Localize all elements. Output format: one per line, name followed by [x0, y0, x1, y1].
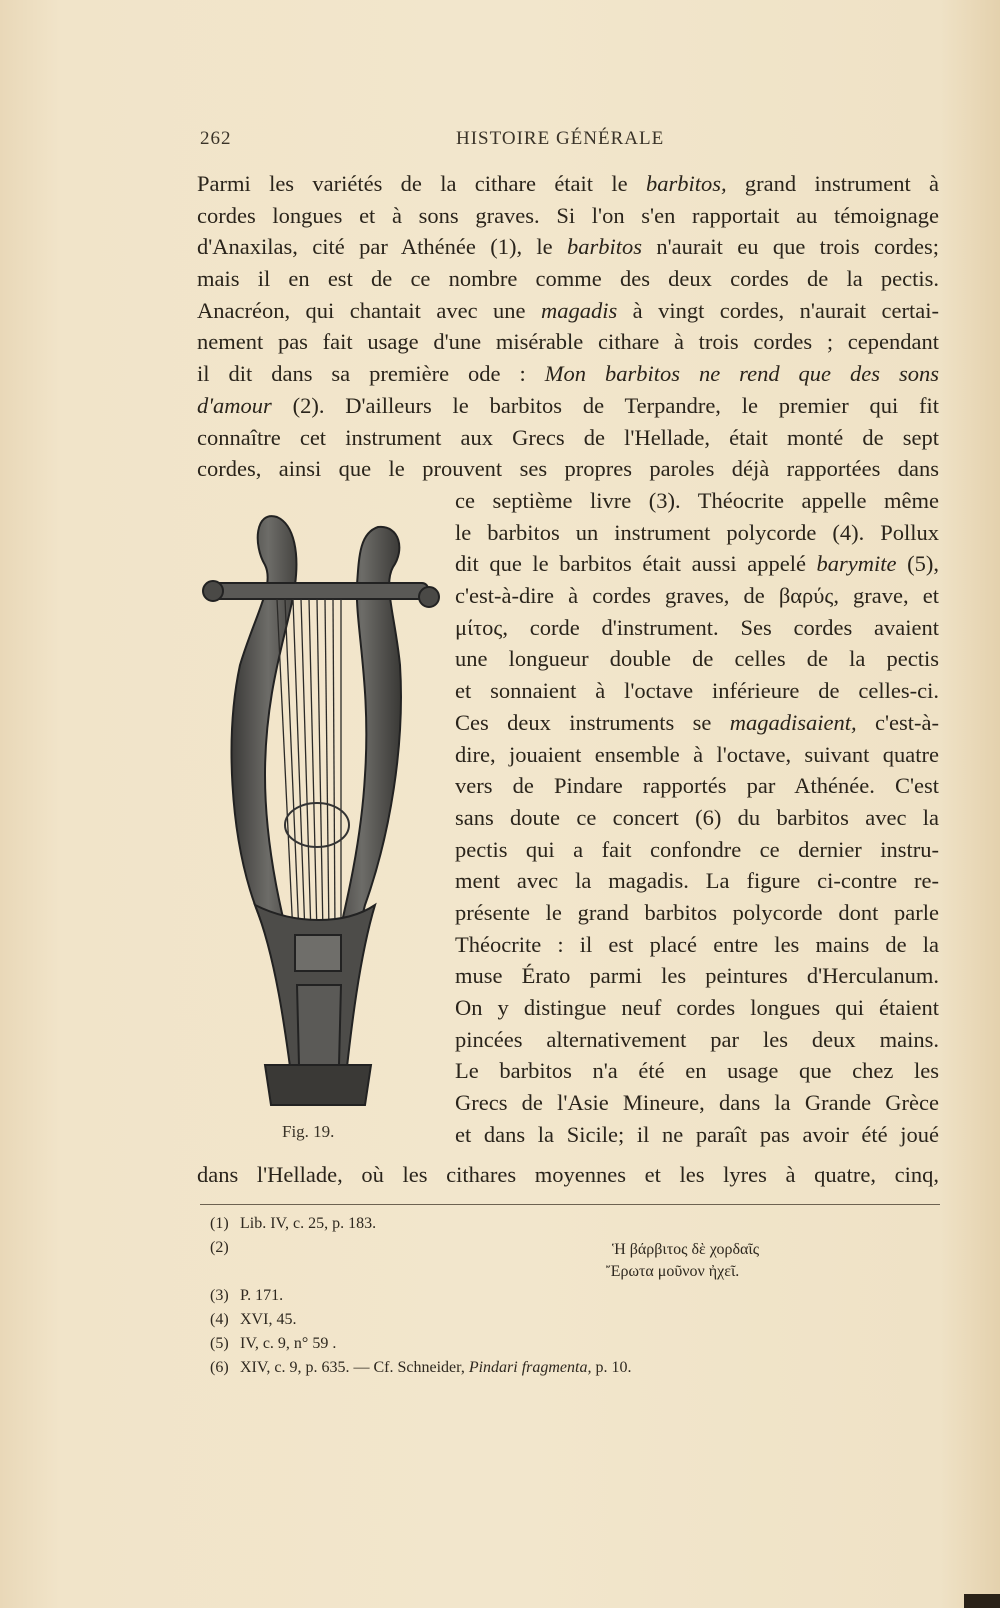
text-line: dire, jouaient ensemble à l'octave, suivant quatre: [455, 741, 939, 767]
text-line: muse Érato parmi les peintures d'Herculanum.: [455, 963, 939, 989]
body-text-column: [455, 485, 939, 1150]
figure-caption: Fig. 19.: [282, 1122, 335, 1141]
running-title: HISTOIRE GÉNÉRALE: [456, 128, 665, 149]
text-line: et sonnaient à l'octave inférieure de celles-ci.: [455, 678, 939, 704]
text-line: Parmi les variétés de la cithare était le barbitos, grand instrument à: [197, 171, 940, 196]
footnotes: [210, 1213, 910, 1381]
page-header: [200, 128, 940, 158]
text-line: une longueur double de celles de la pectis: [455, 646, 939, 672]
greek-quote-line: Ἔρωτα μοῦνον ἠχεῖ.: [606, 1263, 740, 1280]
text-line: On y distingue neuf cordes longues qui étaient: [455, 995, 939, 1020]
text-line: Théocrite : il est placé entre les mains de la: [455, 931, 939, 957]
text-line: pectis qui a fait confondre ce dernier instru-: [455, 836, 939, 862]
body-text-top: [197, 168, 939, 485]
page-number: 262: [200, 128, 232, 149]
text-line: cordes longues et à sons graves. Si l'on s'en rapportait au témoignage: [197, 202, 939, 228]
text-line: ment avec la magadis. La figure ci-contre re-: [455, 868, 939, 894]
page-corner-shadow: [964, 1594, 1000, 1608]
text-line: nement pas fait usage d'une misérable cithare à trois cordes ; cependant: [197, 329, 939, 355]
text-line: μίτος, corde d'instrument. Ses cordes avaient: [455, 614, 939, 640]
text-line: Anacréon, qui chantait avec une magadis à vingt cordes, n'aurait certai-: [197, 297, 939, 323]
footnote: (3) P. 171.: [210, 1287, 284, 1304]
text-line: il dit dans sa première ode : Mon barbitos ne rend que des sons: [197, 361, 939, 387]
text-line: sans doute ce concert (6) du barbitos avec la: [455, 804, 939, 830]
text-line: d'amour (2). D'ailleurs le barbitos de Terpandre, le premier qui fit: [197, 392, 939, 418]
text-line: cordes, ainsi que le prouvent ses propres paroles déjà rapportées dans: [197, 456, 939, 482]
text-line: vers de Pindare rapportés par Athénée. C'est: [455, 773, 939, 799]
text-line: et dans la Sicile; il ne paraît pas avoir été joué: [455, 1121, 939, 1147]
footnote: (2) Ἡ βάρβιτος δὲ χορδαῖς Ἔρωτα μοῦνον ἠχεῖ.: [210, 1237, 910, 1285]
footnote: (4) XVI, 45.: [210, 1311, 297, 1328]
text-line: connaître cet instrument aux Grecs de l'Hellade, était monté de sept: [197, 424, 939, 450]
text-line: présente le grand barbitos polycorde dont parle: [455, 899, 939, 925]
footnote: (6) XIV, c. 9, p. 635. — Cf. Schneider, Pindari fragmenta, p. 10.: [210, 1359, 632, 1376]
text-line: ce septième livre (3). Théocrite appelle même: [455, 488, 939, 513]
greek-quote-line: Ἡ βάρβιτος δὲ χορδαῖς: [612, 1241, 760, 1258]
text-line: d'Anaxilas, cité par Athénée (1), le barbitos n'aurait eu que trois cordes;: [197, 234, 939, 260]
footnote-rule: [200, 1204, 940, 1205]
text-line: dit que le barbitos était aussi appelé barymite (5),: [455, 551, 939, 577]
footnote: (1) Lib. IV, c. 25, p. 183.: [210, 1215, 377, 1232]
barbitos-illustration: [195, 505, 440, 1125]
text-line: mais il en est de ce nombre comme des deux cordes de la pectis.: [197, 266, 939, 292]
text-line: dans l'Hellade, où les cithares moyennes et les lyres à quatre, cinq,: [197, 1162, 939, 1187]
text-line: Grecs de l'Asie Mineure, dans la Grande Grèce: [455, 1090, 939, 1116]
text-line: pincées alternativement par les deux mains.: [455, 1026, 939, 1052]
text-line: Ces deux instruments se magadisaient, c'est-à-: [455, 709, 939, 735]
text-line: c'est-à-dire à cordes graves, de βαρύς, grave, et: [455, 583, 939, 609]
text-line: le barbitos un instrument polycorde (4). Pollux: [455, 519, 939, 545]
text-line: Le barbitos n'a été en usage que chez les: [455, 1058, 939, 1084]
body-text-bottom: [197, 1159, 939, 1191]
footnote: (5) IV, c. 9, n° 59 .: [210, 1335, 337, 1352]
